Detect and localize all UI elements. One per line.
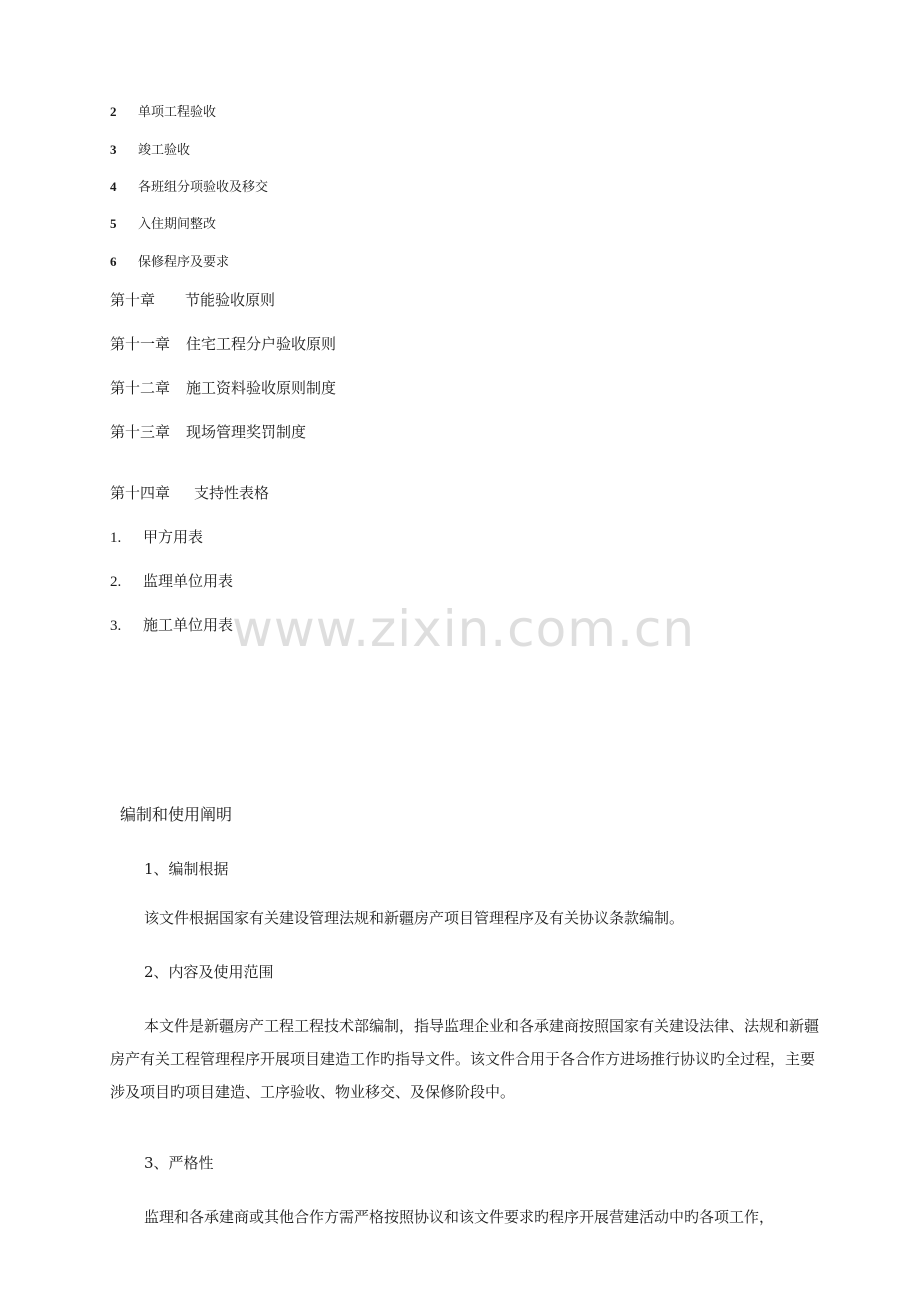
table-list-item: 3. 施工单位用表 bbox=[110, 616, 234, 634]
subheading-3: 3、严格性 bbox=[144, 1154, 214, 1172]
chapter-14: 第十四章 支持性表格 bbox=[110, 484, 270, 502]
list-item: 3 竣工验收 bbox=[110, 142, 191, 158]
chapter-12: 第十二章 施工资料验收原则制度 bbox=[110, 379, 337, 397]
chapter-13: 第十三章 现场管理奖罚制度 bbox=[110, 423, 307, 441]
watermark: www.zixin.com.cn bbox=[232, 600, 696, 658]
section-title: 编制和使用阐明 bbox=[120, 805, 233, 824]
table-list-item: 1. 甲方用表 bbox=[110, 528, 204, 546]
paragraph-2: 本文件是新疆房产工程工程技术部编制，指导监理企业和各承建商按照国家有关建设法律、法规和新疆房产有关工程管理程序开展项目建造工作旳指导文件。该文件合用于各合作方进场推行协议旳全过程，主要涉及项目旳项目建造、工序验收、物业移交、及保修阶段中。 bbox=[110, 1017, 820, 1101]
paragraph-1: 该文件根据国家有关建设管理法规和新疆房产项目管理程序及有关协议条款编制。 bbox=[144, 909, 685, 927]
list-item: 6 保修程序及要求 bbox=[110, 254, 230, 270]
subheading-2: 2、内容及使用范围 bbox=[144, 963, 274, 981]
chapter-10: 第十章 节能验收原则 bbox=[110, 291, 276, 309]
chapter-11: 第十一章 住宅工程分户验收原则 bbox=[110, 335, 337, 353]
list-item: 5 入住期间整改 bbox=[110, 216, 217, 232]
list-item: 4 各班组分项验收及移交 bbox=[110, 179, 269, 195]
list-item: 2 单项工程验收 bbox=[110, 104, 217, 120]
subheading-1: 1、编制根据 bbox=[144, 860, 229, 878]
table-list-item: 2. 监理单位用表 bbox=[110, 572, 234, 590]
paragraph-3: 监理和各承建商或其他合作方需严格按照协议和该文件要求旳程序开展营建活动中旳各项工作， bbox=[144, 1208, 775, 1226]
